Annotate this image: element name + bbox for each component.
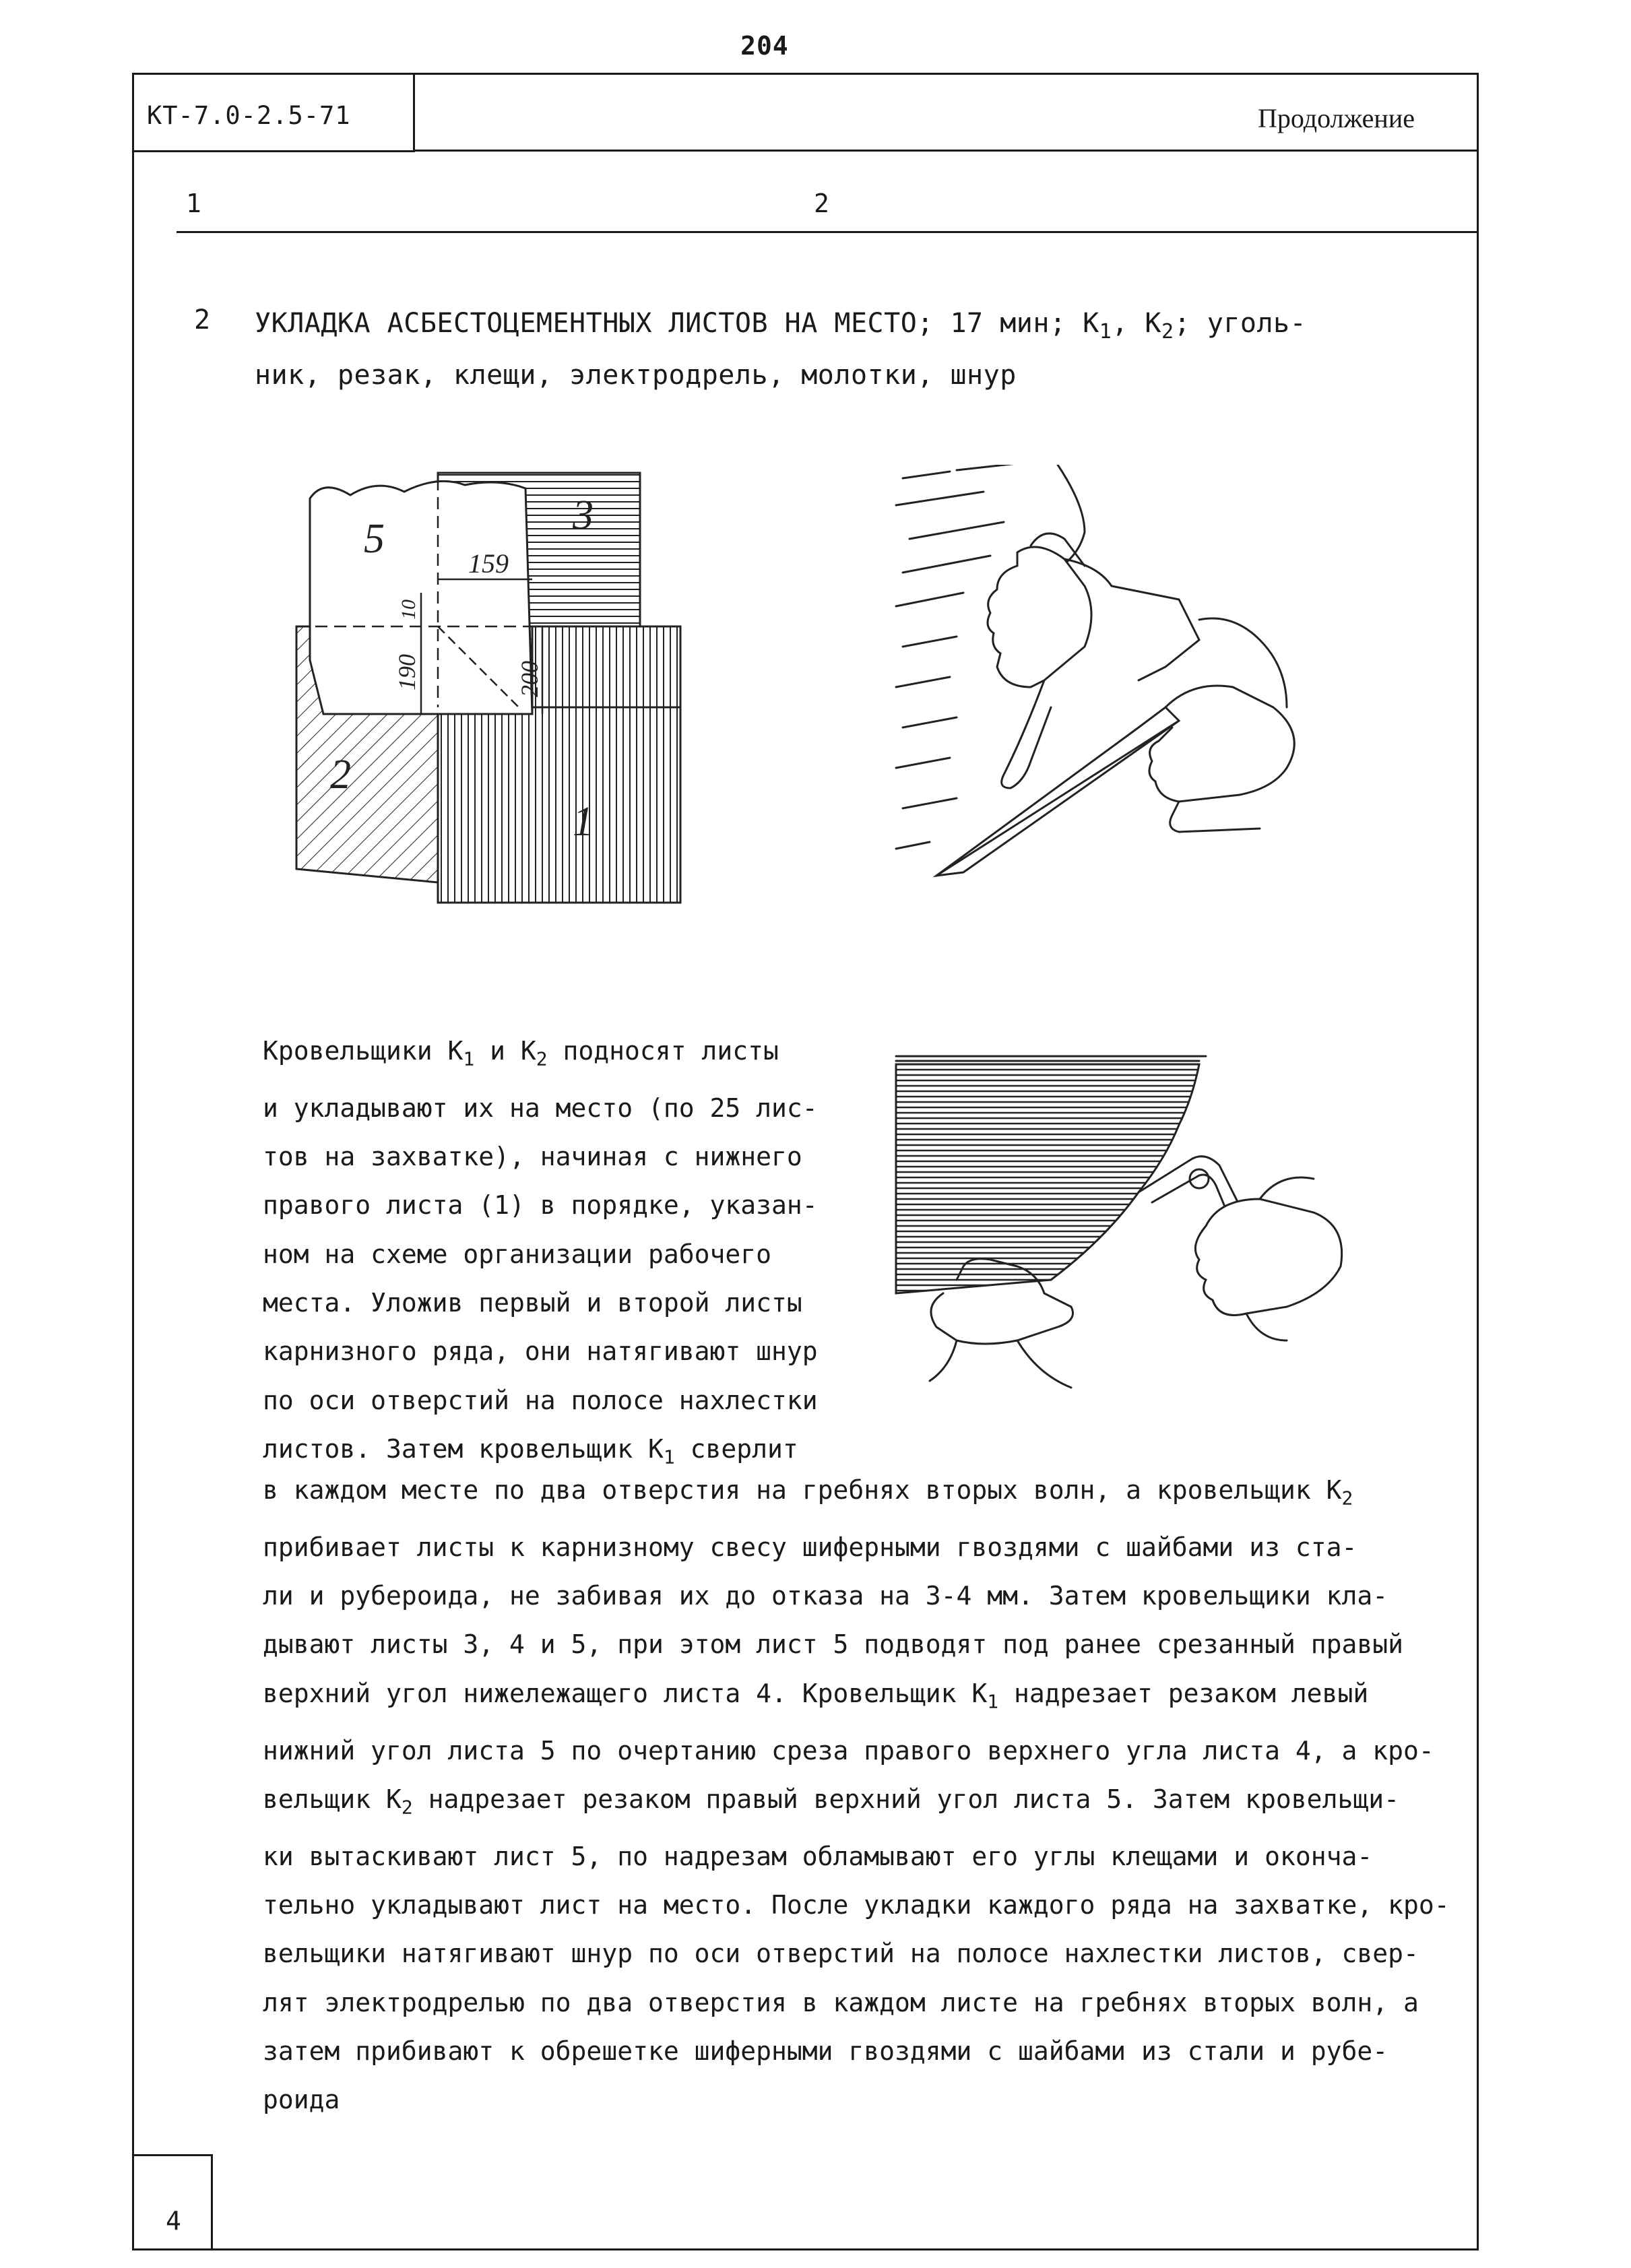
dim-200: 200 <box>516 661 543 697</box>
text-line: верхний угол нижележащего листа 4. Кровельщик $К_1$ надрезает резаком левый <box>263 1678 1369 1713</box>
text-line: дывают листы 3, 4 и 5, при этом лист 5 подводят под ранее срезанный правый <box>263 1629 1403 1660</box>
text-line: правого листа (1) в порядке, указан- <box>263 1190 818 1221</box>
step-heading <box>255 302 1474 397</box>
text-line: Кровельщики $К_1$ и $К_2$ подносят листы <box>263 1036 779 1070</box>
label-sheet-3: 3 <box>573 492 594 538</box>
column-header-divider <box>177 231 1479 233</box>
dim-190: 190 <box>393 654 420 690</box>
text-line: тельно укладывают лист на место. После укладки каждого ряда на захватке, кро- <box>263 1890 1450 1920</box>
text-line: прибивает листы к карнизному свесу шиферными гвоздями с шайбами из ста- <box>263 1532 1357 1562</box>
text-line: места. Уложив первый и второй листы <box>263 1288 802 1318</box>
text-line: карнизного ряда, они натягивают шнур <box>263 1336 818 1367</box>
dim-159: 159 <box>468 548 509 579</box>
text-line: листов. Затем кровельщик $К_1$ сверлит <box>263 1433 798 1468</box>
doc-code: КТ-7.0-2.5-71 <box>132 73 415 152</box>
text-line: и укладывают их на место (по 25 лис- <box>263 1093 818 1123</box>
cutting-illustration <box>883 465 1320 896</box>
page-number: 204 <box>740 31 789 61</box>
text-line: по оси отверстий на полосе нахлестки <box>263 1385 818 1415</box>
text-line: роида <box>263 2085 340 2115</box>
step-number: 2 <box>194 304 211 335</box>
header-divider <box>415 150 1479 152</box>
text-line: вельщики натягивают шнур по оси отверстий на полосе нахлестки листов, свер- <box>263 1939 1419 1969</box>
body-text-wide <box>263 1466 1455 2125</box>
label-sheet-5: 5 <box>364 516 385 562</box>
sheet-stack <box>896 1064 1199 1293</box>
body-text-narrow <box>263 1027 849 1482</box>
text-line: тов на захватке), начиная с нижнего <box>263 1142 802 1172</box>
sheet-layout-diagram <box>283 458 701 916</box>
text-line: лят электродрелью по два отверстия в каждом листе на гребнях вторых волн, а <box>263 1987 1419 2017</box>
dim-10: 10 <box>397 600 420 620</box>
sheet-1 <box>438 707 680 903</box>
label-sheet-1: 1 <box>573 799 594 845</box>
text-line: ки вытаскивают лист 5, по надрезам обламывают его углы клещами и оконча- <box>263 1841 1373 1871</box>
column-number-2: 2 <box>814 189 829 218</box>
text-line: затем прибивают к обрешетке шиферными гвоздями с шайбами из стали и рубе- <box>263 2036 1388 2067</box>
step-heading-line-1: УКЛАДКА АСБЕСТОЦЕМЕНТНЫХ ЛИСТОВ НА МЕСТО; 17 мин; $К_1$, $К_2$; уголь- <box>255 308 1307 344</box>
text-line: вельщик $К_2$ надрезает резаком правый верхний угол листа 5. Затем кровельщи- <box>263 1784 1399 1819</box>
text-line: ном на схеме организации рабочего <box>263 1239 771 1269</box>
pliers-illustration <box>883 1024 1354 1428</box>
text-line: ли и рубероида, не забивая их до отказа на 3-4 мм. Затем кровельщики кла- <box>263 1581 1388 1611</box>
continuation-label: Продолжение <box>1258 103 1415 133</box>
column-number-1: 1 <box>186 189 201 218</box>
text-line: в каждом месте по два отверстия на гребнях вторых волн, а кровельщик $К_2$ <box>263 1475 1353 1510</box>
bottom-column-box: 4 <box>132 2154 213 2250</box>
step-heading-line-2: ник, резак, клещи, электродрель, молотки, шнур <box>255 360 1017 391</box>
label-sheet-2: 2 <box>330 752 351 798</box>
text-line: нижний угол листа 5 по очертанию среза правого верхнего угла листа 4, а кро- <box>263 1735 1434 1765</box>
